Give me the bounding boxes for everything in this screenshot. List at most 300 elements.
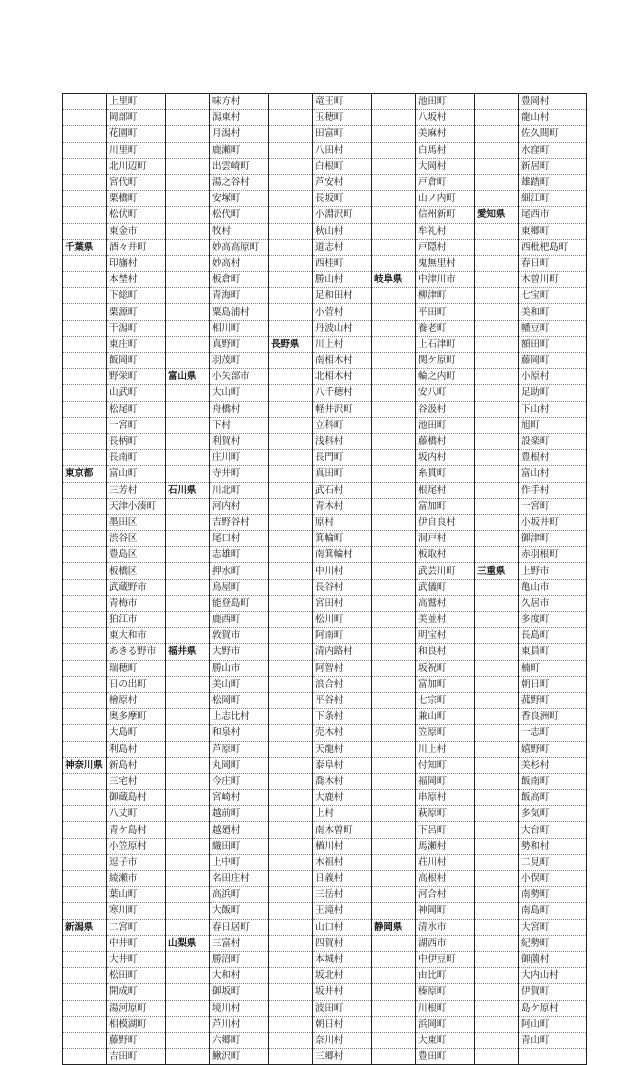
municipality-cell: 由比町 [416,968,475,984]
municipality-cell: 一宮町 [519,498,587,514]
municipality-cell: 立科町 [313,417,372,433]
prefecture-cell [166,353,210,369]
municipality-cell: 白馬村 [416,142,475,158]
prefecture-cell [475,385,519,401]
municipality-cell: 柳津町 [416,288,475,304]
prefecture-cell [372,547,416,563]
prefecture-cell [63,806,107,822]
municipality-cell: 藤岡町 [519,353,587,369]
municipality-cell: 明宝村 [416,628,475,644]
municipality-cell: 伊賀町 [519,984,587,1000]
prefecture-cell [372,353,416,369]
prefecture-cell [475,498,519,514]
municipality-cell: 白根町 [313,158,372,174]
municipality-cell: 大飯町 [210,903,269,919]
municipality-cell: 綾瀬市 [107,871,166,887]
municipality-cell: 狛江市 [107,612,166,628]
municipality-cell: 阿山町 [519,1016,587,1032]
prefecture-cell [269,725,313,741]
prefecture-cell [475,887,519,903]
prefecture-cell [166,207,210,223]
prefecture-cell [269,757,313,773]
prefecture-cell [372,773,416,789]
municipality-cell: 東大和市 [107,628,166,644]
prefecture-cell: 神奈川県 [63,757,107,773]
prefecture-cell [166,725,210,741]
municipality-cell: 三岳村 [313,887,372,903]
prefecture-cell [475,466,519,482]
municipality-cell: 大野市 [210,644,269,660]
prefecture-cell [63,547,107,563]
prefecture-cell [475,369,519,385]
municipality-cell: 小坂井町 [519,514,587,530]
prefecture-cell [372,288,416,304]
prefecture-cell [166,757,210,773]
municipality-cell: 伊自良村 [416,514,475,530]
prefecture-cell [166,174,210,190]
municipality-cell: 高根村 [416,871,475,887]
prefecture-cell [372,433,416,449]
municipality-cell: 三芳村 [107,482,166,498]
prefecture-cell [269,126,313,142]
prefecture-cell [269,288,313,304]
municipality-cell: 一志町 [519,725,587,741]
municipality-cell: 清水市 [416,919,475,935]
prefecture-cell [269,304,313,320]
prefecture-cell [63,1000,107,1016]
municipality-cell: 上野市 [519,563,587,579]
prefecture-cell [372,725,416,741]
prefecture-cell [63,612,107,628]
municipality-cell: 上石津町 [416,336,475,352]
municipality-cell: 勝山村 [313,272,372,288]
municipality-cell: 下条村 [313,709,372,725]
prefecture-cell [372,223,416,239]
prefecture-cell [63,110,107,126]
municipality-cell: 下総町 [107,288,166,304]
municipality-cell: 中津川市 [416,272,475,288]
municipality-cell: 鹿西町 [210,612,269,628]
prefecture-cell [372,676,416,692]
prefecture-cell [63,822,107,838]
prefecture-cell [372,126,416,142]
municipality-cell: 中伊豆町 [416,951,475,967]
prefecture-cell [269,806,313,822]
prefecture-cell [269,531,313,547]
table-row [63,628,587,644]
municipality-cell: 藤野町 [107,1032,166,1048]
municipality-cell: 羽茂町 [210,353,269,369]
municipality-cell: 糸貫町 [416,466,475,482]
municipality-cell: 川上村 [313,336,372,352]
municipality-cell: 足和田村 [313,288,372,304]
prefecture-cell [475,288,519,304]
municipality-cell: 板倉町 [210,272,269,288]
municipality-cell: 箕輪町 [313,531,372,547]
table-row [63,773,587,789]
municipality-cell: 能登島町 [210,595,269,611]
prefecture-cell [166,450,210,466]
prefecture-cell [475,320,519,336]
municipality-cell: 酒々井町 [107,239,166,255]
prefecture-cell [475,951,519,967]
prefecture-cell [63,838,107,854]
municipality-cell: 輪之内町 [416,369,475,385]
prefecture-cell [63,579,107,595]
prefecture-cell [63,1049,107,1065]
prefecture-cell [63,692,107,708]
municipality-cell: 宮崎村 [210,790,269,806]
prefecture-cell: 山梨県 [166,935,210,951]
municipality-cell: 葉山町 [107,887,166,903]
prefecture-cell [63,790,107,806]
municipality-cell: 川里町 [107,142,166,158]
municipality-cell: 真野町 [210,336,269,352]
municipality-cell: 中川村 [313,563,372,579]
municipality-cell: 鳥屋町 [210,579,269,595]
municipality-cell: 神岡町 [416,903,475,919]
prefecture-cell [166,255,210,271]
table-row [63,725,587,741]
table-row [63,854,587,870]
prefecture-cell [63,644,107,660]
prefecture-cell [372,1049,416,1065]
municipality-cell: 坂北村 [313,968,372,984]
prefecture-cell [475,984,519,1000]
prefecture-cell [372,854,416,870]
prefecture-cell [475,579,519,595]
municipality-cell: 大井町 [107,951,166,967]
municipality-cell: 兼山町 [416,709,475,725]
municipality-cell: 養老町 [416,320,475,336]
table-row [63,595,587,611]
municipality-cell: 山武町 [107,385,166,401]
table-row [63,676,587,692]
municipality-cell: 相模湖町 [107,1016,166,1032]
prefecture-cell [372,822,416,838]
prefecture-cell [372,887,416,903]
prefecture-cell [63,514,107,530]
municipality-cell: 美杉村 [519,757,587,773]
table-row [63,903,587,919]
municipality-cell: 菰野町 [519,692,587,708]
municipality-cell: 高浜町 [210,887,269,903]
municipality-cell: 清内路村 [313,644,372,660]
prefecture-cell [269,110,313,126]
prefecture-cell: 千葉県 [63,239,107,255]
municipality-cell: 湯河原町 [107,1000,166,1016]
prefecture-cell [166,563,210,579]
municipality-cell: 牟礼村 [416,223,475,239]
municipality-cell: 小原村 [519,369,587,385]
municipality-cell: 久居市 [519,595,587,611]
municipality-cell: 青海町 [210,288,269,304]
table-row [63,369,587,385]
municipality-cell: 七宝町 [519,288,587,304]
prefecture-cell: 福井県 [166,644,210,660]
municipality-cell: 四賀村 [313,935,372,951]
municipality-cell: 龍山村 [519,110,587,126]
prefecture-cell [63,304,107,320]
municipality-cell: 武芸川町 [416,563,475,579]
prefecture-cell [166,1000,210,1016]
prefecture-cell [475,482,519,498]
prefecture-cell [269,482,313,498]
municipality-cell: 出雲崎町 [210,158,269,174]
municipality-cell: 東郷町 [519,223,587,239]
prefecture-cell [269,854,313,870]
municipality-cell: 七宗町 [416,692,475,708]
prefecture-cell [166,94,210,110]
municipality-cell: 馬瀬村 [416,838,475,854]
municipality-cell: 木祖村 [313,854,372,870]
table-row [63,644,587,660]
prefecture-cell [63,174,107,190]
table-row [63,1032,587,1048]
table-row [63,806,587,822]
prefecture-cell [372,482,416,498]
municipality-cell: 八丈町 [107,806,166,822]
municipality-cell: 木曽川町 [519,272,587,288]
prefecture-cell [475,822,519,838]
prefecture-cell [269,579,313,595]
table-row [63,433,587,449]
prefecture-cell [269,320,313,336]
prefecture-cell [269,239,313,255]
municipality-cell: 付知町 [416,757,475,773]
prefecture-cell [269,223,313,239]
municipality-cell: 大台町 [519,822,587,838]
table-row [63,126,587,142]
prefecture-cell [269,466,313,482]
municipality-cell: 川上村 [416,741,475,757]
prefecture-cell [63,984,107,1000]
municipality-cell: 阿南町 [313,628,372,644]
municipality-cell: 青ケ島村 [107,822,166,838]
prefecture-cell [166,433,210,449]
municipality-cell: 河合村 [416,887,475,903]
municipality-cell: 東庄町 [107,336,166,352]
prefecture-cell [63,709,107,725]
municipality-cell: 大内山村 [519,968,587,984]
municipality-cell: 安八町 [416,385,475,401]
municipality-cell: 松代町 [210,207,269,223]
municipality-cell: 河内村 [210,498,269,514]
municipality-cell: 利賀村 [210,433,269,449]
municipality-cell: 飯岡町 [107,353,166,369]
table-row [63,353,587,369]
prefecture-cell [475,547,519,563]
prefecture-cell [475,741,519,757]
municipality-cell: 芦原町 [210,741,269,757]
municipality-cell: 松岡町 [210,692,269,708]
prefecture-cell [166,126,210,142]
municipality-cell: 新島村 [107,757,166,773]
municipality-cell: 丸岡町 [210,757,269,773]
prefecture-cell [372,142,416,158]
table-row [63,94,587,110]
municipality-cell: 粟島浦村 [210,304,269,320]
prefecture-cell [372,579,416,595]
municipality-cell: 牧村 [210,223,269,239]
municipality-cell: 美並村 [416,612,475,628]
prefecture-cell [475,919,519,935]
table-row [63,272,587,288]
municipality-cell: 美和町 [519,304,587,320]
municipality-cell: 芦川村 [210,1016,269,1032]
municipality-cell: 湖西市 [416,935,475,951]
prefecture-cell [475,935,519,951]
prefecture-cell [269,272,313,288]
municipality-cell: 奥多摩町 [107,709,166,725]
prefecture-cell [166,903,210,919]
prefecture-cell [269,871,313,887]
prefecture-cell [475,854,519,870]
prefecture-cell [475,336,519,352]
prefecture-cell [372,110,416,126]
prefecture-cell [166,984,210,1000]
prefecture-cell: 富山県 [166,369,210,385]
prefecture-cell [372,790,416,806]
municipality-cell: 喬木村 [313,773,372,789]
municipality-cell: 三郷村 [313,1049,372,1065]
municipality-cell: 上中町 [210,854,269,870]
prefecture-cell: 三重県 [475,563,519,579]
municipality-cell: 大鹿村 [313,790,372,806]
municipality-cell [519,1049,587,1065]
prefecture-cell [63,353,107,369]
municipality-cell: 長島町 [519,628,587,644]
table-row [63,223,587,239]
municipality-cell: 西桂町 [313,255,372,271]
prefecture-cell [269,369,313,385]
prefecture-cell [372,191,416,207]
prefecture-cell [372,531,416,547]
prefecture-cell [63,725,107,741]
prefecture-cell [372,628,416,644]
prefecture-cell [166,822,210,838]
municipality-cell: 紀勢町 [519,935,587,951]
municipality-cell: 荘川村 [416,854,475,870]
prefecture-cell [166,272,210,288]
prefecture-cell [63,773,107,789]
prefecture-cell [166,806,210,822]
prefecture-cell [63,191,107,207]
prefecture-cell [475,1000,519,1016]
table-row [63,142,587,158]
municipality-cell: 松尾町 [107,401,166,417]
prefecture-cell [475,433,519,449]
municipality-cell: 安塚町 [210,191,269,207]
prefecture-cell [63,385,107,401]
municipality-cell: 洞戸村 [416,531,475,547]
prefecture-cell [63,887,107,903]
municipality-cell: 飯高町 [519,790,587,806]
prefecture-cell [475,709,519,725]
municipality-cell: 藤橋村 [416,433,475,449]
prefecture-cell [372,94,416,110]
prefecture-cell [269,191,313,207]
prefecture-cell [475,676,519,692]
prefecture-cell [372,401,416,417]
municipality-cell: 本埜村 [107,272,166,288]
table-row [63,288,587,304]
municipality-cell: 富山村 [519,466,587,482]
municipality-cell: 八千穂村 [313,385,372,401]
municipality-cell: 川北町 [210,482,269,498]
table-row [63,450,587,466]
prefecture-cell [63,628,107,644]
table-row [63,968,587,984]
municipality-cell: 尾西市 [519,207,587,223]
prefecture-cell: 東京都 [63,466,107,482]
prefecture-cell: 岐阜県 [372,272,416,288]
municipality-cell: 大東町 [416,1032,475,1048]
prefecture-cell [372,320,416,336]
municipality-cell: 楠町 [519,660,587,676]
municipality-cell: 長谷村 [313,579,372,595]
municipality-cell: 富加町 [416,676,475,692]
municipality-cell: 松川町 [313,612,372,628]
prefecture-cell [166,304,210,320]
table-row [63,174,587,190]
municipality-cell: 高鷲村 [416,595,475,611]
prefecture-cell [372,304,416,320]
municipality-cell: 浪合村 [313,676,372,692]
prefecture-cell [166,320,210,336]
prefecture-cell [63,255,107,271]
municipality-cell: 奈川村 [313,1032,372,1048]
prefecture-cell: 石川県 [166,482,210,498]
prefecture-cell [166,628,210,644]
prefecture-cell [475,255,519,271]
municipality-cell: 松田町 [107,968,166,984]
municipality-cell: 青木村 [313,498,372,514]
table-row [63,757,587,773]
municipality-cell: 島ケ原村 [519,1000,587,1016]
prefecture-cell [166,790,210,806]
table-row [63,951,587,967]
prefecture-cell [63,94,107,110]
municipality-cell: 作手村 [519,482,587,498]
prefecture-cell [372,239,416,255]
prefecture-cell [269,822,313,838]
prefecture-cell [269,498,313,514]
prefecture-cell [475,644,519,660]
municipality-cell: 大山町 [210,385,269,401]
prefecture-cell [269,887,313,903]
prefecture-cell [372,692,416,708]
table-row [63,887,587,903]
prefecture-cell [166,612,210,628]
municipality-cell: 本城村 [313,951,372,967]
prefecture-cell [63,482,107,498]
municipality-cell: 志雄町 [210,547,269,563]
prefecture-cell [63,1032,107,1048]
prefecture-cell [63,433,107,449]
table-row [63,401,587,417]
prefecture-cell [269,692,313,708]
prefecture-cell [475,514,519,530]
prefecture-cell [166,110,210,126]
prefecture-cell [269,595,313,611]
prefecture-cell [372,498,416,514]
prefecture-cell [166,741,210,757]
municipality-cell: 御津町 [519,531,587,547]
prefecture-cell [166,385,210,401]
prefecture-cell [269,563,313,579]
prefecture-cell [166,417,210,433]
